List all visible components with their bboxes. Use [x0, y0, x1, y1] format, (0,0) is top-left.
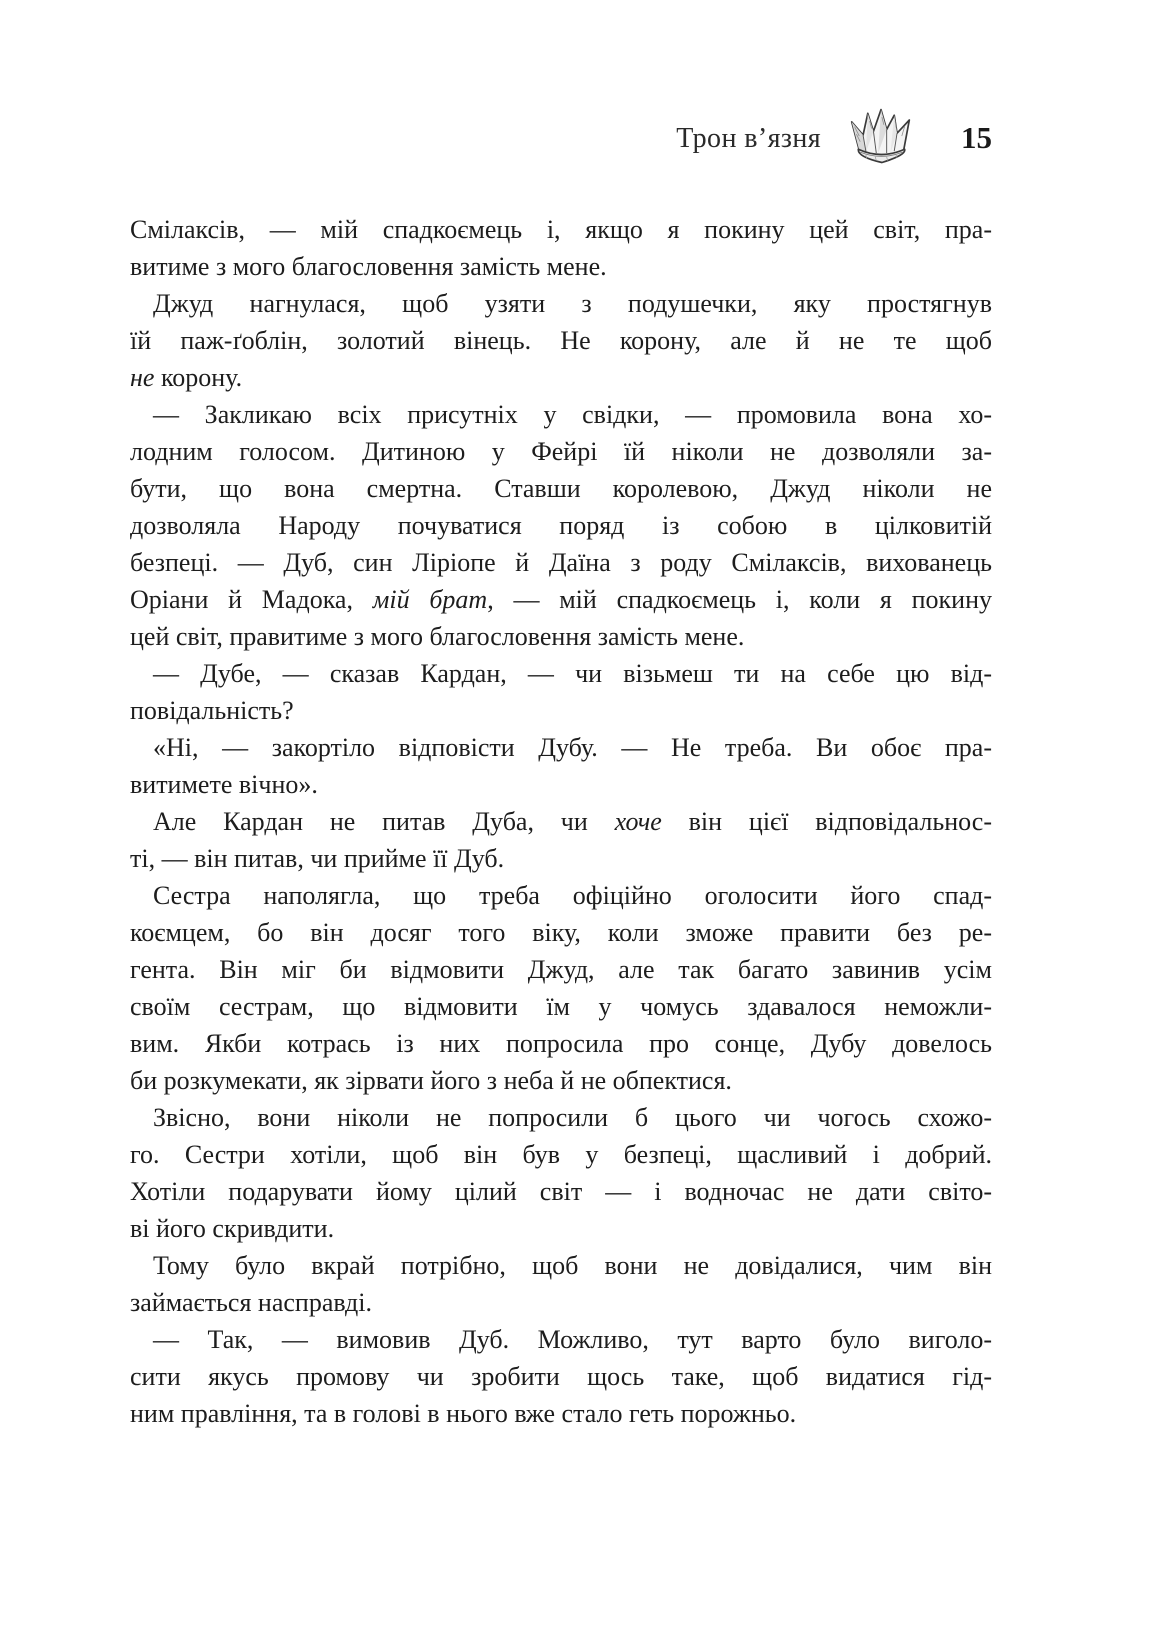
- text-line: Хотіли подарувати йому цілий світ — і водночас не дати світо-: [130, 1177, 992, 1206]
- text-line: своїм сестрам, що відмовити їм у чомусь здавалося неможли-: [130, 992, 992, 1021]
- text-line: ті, — він питав, чи прийме її Дуб.: [130, 844, 505, 873]
- text-line: Оріани й Мадока, мій брат, — мій спадкоємець і, коли я покину: [130, 585, 992, 614]
- text-line: — Закликаю всіх присутніх у свідки, — промовила вона хо-: [153, 400, 992, 429]
- text-line: витиме з мого благословення замість мене.: [130, 252, 607, 281]
- text-line: — Так, — вимовив Дуб. Можливо, тут варто було виголо-: [153, 1325, 992, 1354]
- text-line: гента. Він міг би відмовити Джуд, але так багато завинив усім: [130, 955, 992, 984]
- text-line: вим. Якби котрась із них попросила про сонце, Дубу довелось: [130, 1029, 992, 1058]
- body-text: [130, 211, 992, 1432]
- text-line: би розкумекати, як зірвати його з неба й не обпектися.: [130, 1066, 732, 1095]
- paragraph: [130, 1247, 992, 1321]
- crown-icon: [847, 107, 915, 167]
- text-line: ві його скривдити.: [130, 1214, 335, 1243]
- running-title: Трон в’язня: [676, 123, 821, 154]
- text-line: займається насправді.: [130, 1288, 372, 1317]
- paragraph: [130, 877, 992, 1099]
- paragraph: [130, 1099, 992, 1247]
- text-line: Сестра наполягла, що треба офіційно оголосити його спад-: [153, 881, 992, 910]
- paragraph: [130, 729, 992, 803]
- text-line: дозволяла Народу почуватися поряд із собою в цілковитій: [130, 511, 992, 540]
- paragraph: [130, 1321, 992, 1432]
- text-line: сити якусь промову чи зробити щось таке, щоб видатися гід-: [130, 1362, 992, 1391]
- text-line: лодним голосом. Дитиною у Фейрі їй ніколи не дозволяли за-: [130, 437, 992, 466]
- paragraph: [130, 211, 992, 285]
- text-line: їй паж-ґоблін, золотий вінець. Не корону, але й не те щоб: [130, 326, 992, 355]
- text-line: безпеці. — Дуб, син Ліріопе й Даїна з роду Смілаксів, вихованець: [130, 548, 992, 577]
- page-header: [130, 100, 992, 174]
- text-line: коємцем, бо він досяг того віку, коли зможе правити без ре-: [130, 918, 992, 947]
- text-line: «Ні, — закортіло відповісти Дубу. — Не треба. Ви обоє пра-: [153, 733, 992, 762]
- text-line: — Дубе, — сказав Кардан, — чи візьмеш ти на себе цю від-: [153, 659, 992, 688]
- text-line: Смілаксів, — мій спадкоємець і, якщо я покину цей світ, пра-: [130, 215, 992, 244]
- text-line: Тому було вкрай потрібно, щоб вони не довідалися, чим він: [153, 1251, 992, 1280]
- text-line: го. Сестри хотіли, щоб він був у безпеці, щасливий і добрий.: [130, 1140, 992, 1169]
- paragraph: [130, 396, 992, 655]
- text-line: витимете вічно».: [130, 770, 318, 799]
- text-line: Джуд нагнулася, щоб узяти з подушечки, яку простягнув: [153, 289, 992, 318]
- text-line: бути, що вона смертна. Ставши королевою, Джуд ніколи не: [130, 474, 992, 503]
- text-line: повідальність?: [130, 696, 294, 725]
- page-number: 15: [961, 120, 992, 155]
- text-line: ним правління, та в голові в нього вже стало геть порожньо.: [130, 1399, 797, 1428]
- text-line: Але Кардан не питав Дуба, чи хоче він цієї відповідальнос-: [153, 807, 992, 836]
- paragraph: [130, 655, 992, 729]
- text-line: Звісно, вони ніколи не попросили б цього чи чогось схожо-: [153, 1103, 992, 1132]
- paragraph: [130, 285, 992, 396]
- text-line: не корону.: [130, 363, 243, 392]
- text-line: цей світ, правитиме з мого благословення замість мене.: [130, 622, 745, 651]
- paragraph: [130, 803, 992, 877]
